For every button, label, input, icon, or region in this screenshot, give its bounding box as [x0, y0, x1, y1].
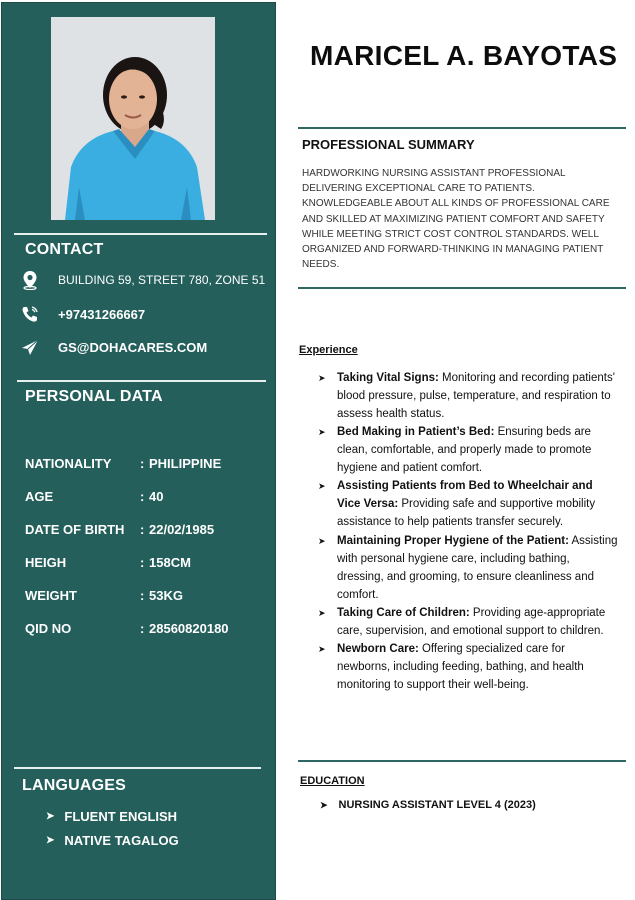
bullet-arrow-icon: ➤ [318, 536, 326, 546]
language-label: NATIVE TAGALOG [64, 833, 179, 848]
personal-data-colon: : [140, 489, 145, 504]
personal-data-label: DATE OF BIRTH [25, 522, 125, 537]
personal-data-colon: : [140, 522, 145, 537]
location-pin-icon [18, 268, 42, 292]
personal-data-label: HEIGH [25, 555, 67, 570]
personal-data-value: 158CM [149, 555, 191, 570]
send-icon [18, 335, 42, 359]
personal-data-colon: : [140, 621, 145, 636]
experience-item-title: Maintaining Proper Hygiene of the Patient: [337, 535, 569, 547]
experience-item-text: Offering specialized care for newborns, including feeding, bathing, and health monitoring to support their well-being. [337, 643, 584, 691]
bullet-arrow-icon: ➤ [318, 373, 326, 383]
personal-data-row [25, 456, 221, 474]
personal-data-value: 53KG [149, 588, 183, 603]
contact-address: BUILDING 59, STREET 780, ZONE 51 [58, 273, 266, 287]
contact-address-row [18, 268, 265, 292]
contact-email[interactable]: GS@DOHACARES.COM [58, 339, 208, 355]
experience-item-text: Monitoring and recording patients' blood pressure, pulse, temperature, and respiration to assess health status. [337, 372, 615, 420]
bullet-arrow-icon: ➤ [46, 811, 55, 822]
personal-data-value: PHILIPPINE [149, 456, 222, 471]
education-item [320, 799, 536, 811]
bullet-arrow-icon: ➤ [318, 608, 326, 618]
personal-data-row [25, 621, 229, 639]
personal-data-label: QID NO [25, 621, 72, 636]
experience-item [318, 640, 618, 694]
experience-item [318, 604, 618, 640]
personal-data-value: 22/02/1985 [149, 522, 215, 537]
personal-data-label: NATIONALITY [25, 456, 112, 471]
contact-phone[interactable]: +97431266667 [58, 306, 146, 322]
personal-data-value: 40 [149, 489, 164, 504]
personal-data-row [25, 555, 191, 573]
personal-data-row [25, 588, 183, 606]
experience-item-text: Providing age-appropriate care, supervision, and emotional support to children. [337, 607, 606, 637]
personal-data-divider [17, 380, 266, 382]
education-rule [298, 760, 626, 762]
contact-phone-row [18, 302, 145, 326]
personal-data-row [25, 489, 163, 507]
experience-item [318, 477, 618, 531]
experience-heading: Experience [299, 344, 358, 356]
experience-item-text: Ensuring beds are clean, comfortable, and properly made to promote hygiene and patient comfort. [337, 426, 592, 474]
summary-bottom-rule [298, 287, 626, 289]
experience-item [318, 423, 618, 477]
languages-heading: LANGUAGES [22, 777, 127, 794]
languages-divider [14, 767, 261, 769]
personal-data-label: AGE [25, 489, 54, 504]
personal-data-row [25, 522, 214, 540]
personal-data-value: 28560820180 [149, 621, 229, 636]
profile-photo [51, 17, 215, 220]
contact-heading: CONTACT [25, 241, 104, 258]
experience-item-text: Providing safe and supportive mobility assistance to help patients transfer securely. [337, 498, 596, 528]
experience-item [318, 369, 618, 423]
bullet-arrow-icon: ➤ [318, 481, 326, 491]
phone-icon [18, 302, 42, 326]
experience-item-title: Assisting Patients from Bed to Wheelchair and Vice Versa: [337, 480, 593, 510]
experience-item [318, 532, 618, 604]
summary-top-rule [298, 127, 626, 129]
education-heading: EDUCATION [300, 775, 365, 787]
experience-item-title: Bed Making in Patient’s Bed: [337, 426, 495, 438]
language-item [46, 809, 177, 824]
summary-text: HARDWORKING NURSING ASSISTANT PROFESSIONAL DELIVERING EXCEPTIONAL CARE TO PATIENTS. KNOWLEDGEABLE ABOUT ALL KINDS OF PROFESSIONAL CARE AND SKILLED AT MAXIMIZING PATIENT COMFORT AND SAFETY WHILE MEETING STRICT COST CONTROL STANDARDS. WELL ORGANIZED AND FORWARD-THINKING IN MANAGING PATIENT NEEDS. [302, 168, 610, 271]
education-item-label: NURSING ASSISTANT LEVEL 4 (2023) [338, 799, 536, 811]
personal-data-heading: PERSONAL DATA [25, 388, 163, 405]
personal-data-colon: : [140, 588, 145, 603]
experience-item-text: Assisting with personal hygiene care, including bathing, dressing, and grooming, to ensure cleanliness and comfort. [337, 535, 618, 601]
candidate-name: MARICEL A. BAYOTAS [310, 40, 618, 71]
language-item [46, 833, 179, 848]
contact-divider [14, 233, 267, 235]
experience-item-title: Taking Vital Signs: [337, 372, 439, 384]
personal-data-colon: : [140, 456, 145, 471]
bullet-arrow-icon: ➤ [320, 799, 328, 810]
language-label: FLUENT ENGLISH [64, 809, 178, 824]
experience-item-title: Newborn Care: [337, 643, 419, 655]
bullet-arrow-icon: ➤ [318, 427, 326, 437]
contact-email-row [18, 335, 207, 359]
experience-item-title: Taking Care of Children: [337, 607, 470, 619]
personal-data-colon: : [140, 555, 145, 570]
bullet-arrow-icon: ➤ [46, 835, 55, 846]
summary-heading: PROFESSIONAL SUMMARY [302, 137, 475, 152]
personal-data-label: WEIGHT [25, 588, 77, 603]
bullet-arrow-icon: ➤ [318, 644, 326, 654]
